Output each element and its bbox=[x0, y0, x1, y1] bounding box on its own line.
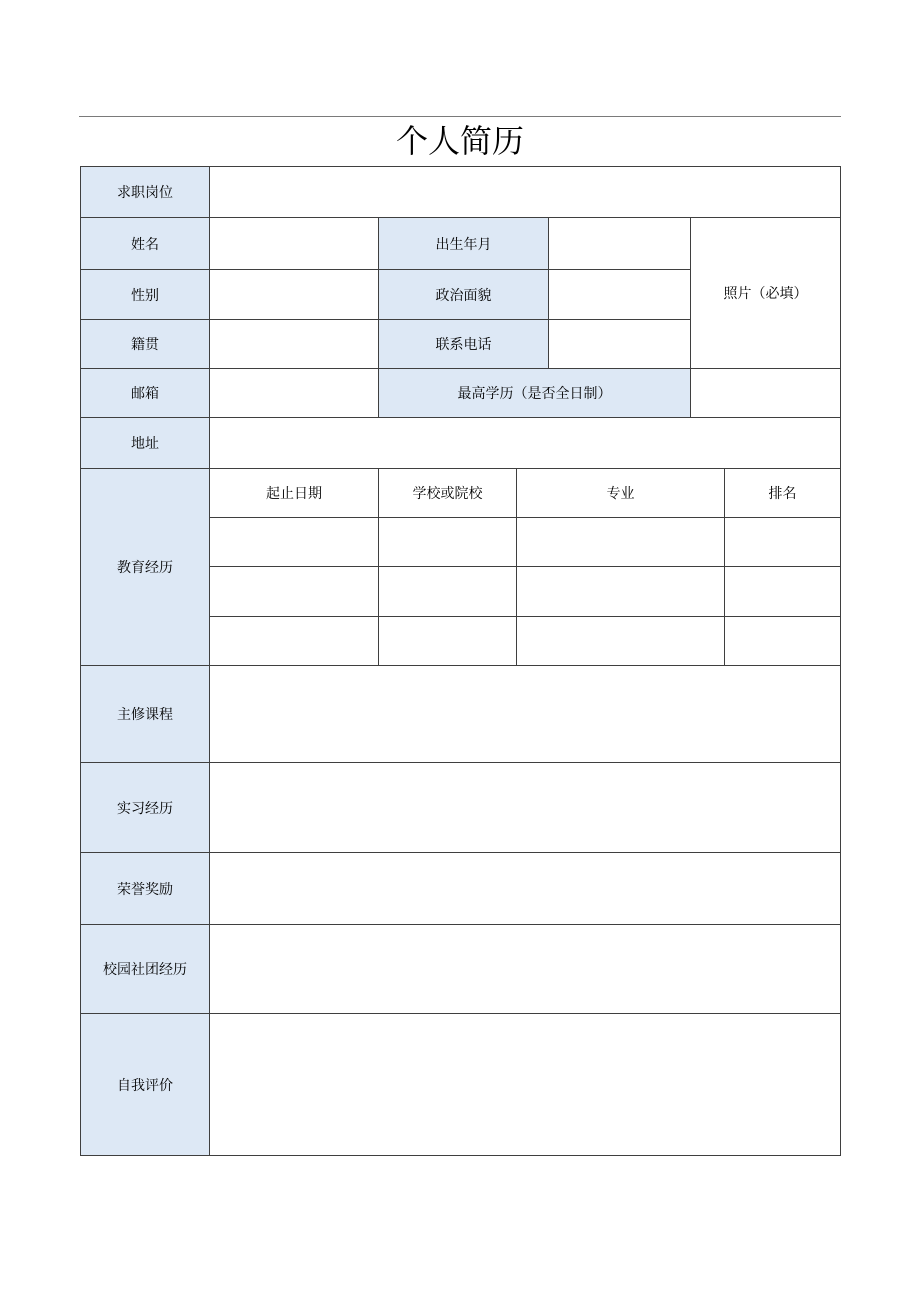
label-courses: 主修课程 bbox=[81, 666, 210, 763]
label-self-eval: 自我评价 bbox=[81, 1014, 210, 1156]
name-field[interactable] bbox=[210, 218, 379, 270]
gender-field[interactable] bbox=[210, 270, 379, 320]
photo-cell[interactable]: 照片（必填） bbox=[691, 218, 841, 369]
edu-school-cell[interactable] bbox=[379, 518, 517, 567]
row-email bbox=[81, 369, 841, 418]
label-address: 地址 bbox=[81, 418, 210, 469]
label-internship: 实习经历 bbox=[81, 763, 210, 853]
row-internship bbox=[81, 763, 841, 853]
row-campus bbox=[81, 925, 841, 1014]
courses-field[interactable] bbox=[210, 666, 841, 763]
row-job bbox=[81, 167, 841, 218]
row-name bbox=[81, 218, 841, 270]
label-education: 教育经历 bbox=[81, 469, 210, 666]
label-politics: 政治面貌 bbox=[379, 270, 549, 320]
label-email: 邮箱 bbox=[81, 369, 210, 418]
edu-school-cell[interactable] bbox=[379, 567, 517, 617]
edu-rank-cell[interactable] bbox=[725, 617, 841, 666]
row-self-eval bbox=[81, 1014, 841, 1156]
job-field[interactable] bbox=[210, 167, 841, 218]
address-field[interactable] bbox=[210, 418, 841, 469]
phone-field[interactable] bbox=[549, 320, 691, 369]
honors-field[interactable] bbox=[210, 853, 841, 925]
row-address bbox=[81, 418, 841, 469]
birth-field[interactable] bbox=[549, 218, 691, 270]
edu-major-cell[interactable] bbox=[517, 567, 725, 617]
label-degree: 最高学历（是否全日制） bbox=[379, 369, 691, 418]
politics-field[interactable] bbox=[549, 270, 691, 320]
campus-field[interactable] bbox=[210, 925, 841, 1014]
education-header-row bbox=[81, 469, 841, 518]
edu-header-dates: 起止日期 bbox=[210, 469, 379, 518]
row-honors bbox=[81, 853, 841, 925]
label-job: 求职岗位 bbox=[81, 167, 210, 218]
edu-dates-cell[interactable] bbox=[210, 567, 379, 617]
label-honors: 荣誉奖励 bbox=[81, 853, 210, 925]
row-courses bbox=[81, 666, 841, 763]
label-phone: 联系电话 bbox=[379, 320, 549, 369]
edu-major-cell[interactable] bbox=[517, 518, 725, 567]
top-rule bbox=[79, 116, 841, 117]
edu-header-major: 专业 bbox=[517, 469, 725, 518]
page-title: 个人简历 bbox=[395, 122, 524, 160]
label-gender: 性别 bbox=[81, 270, 210, 320]
degree-field[interactable] bbox=[691, 369, 841, 418]
label-campus: 校园社团经历 bbox=[81, 925, 210, 1014]
resume-form-table bbox=[80, 166, 841, 1156]
edu-school-cell[interactable] bbox=[379, 617, 517, 666]
label-name: 姓名 bbox=[81, 218, 210, 270]
email-field[interactable] bbox=[210, 369, 379, 418]
edu-dates-cell[interactable] bbox=[210, 518, 379, 567]
self-eval-field[interactable] bbox=[210, 1014, 841, 1156]
edu-dates-cell[interactable] bbox=[210, 617, 379, 666]
edu-header-school: 学校或院校 bbox=[379, 469, 517, 518]
internship-field[interactable] bbox=[210, 763, 841, 853]
edu-rank-cell[interactable] bbox=[725, 518, 841, 567]
label-hometown: 籍贯 bbox=[81, 320, 210, 369]
edu-rank-cell[interactable] bbox=[725, 567, 841, 617]
hometown-field[interactable] bbox=[210, 320, 379, 369]
edu-header-rank: 排名 bbox=[725, 469, 841, 518]
label-birth: 出生年月 bbox=[379, 218, 549, 270]
edu-major-cell[interactable] bbox=[517, 617, 725, 666]
